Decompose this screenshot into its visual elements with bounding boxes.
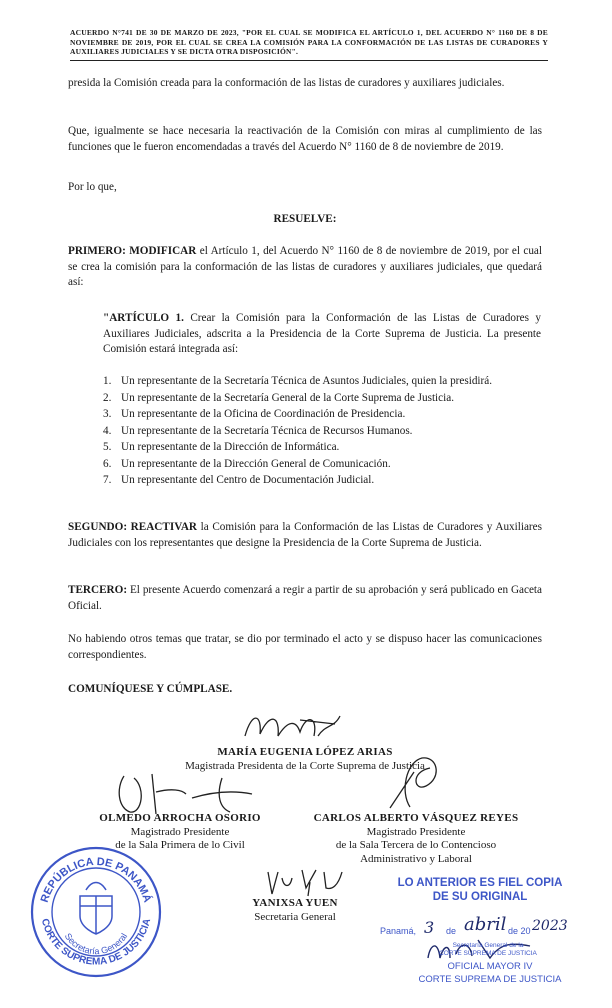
signer-name: CARLOS ALBERTO VÁSQUEZ REYES [313, 812, 519, 824]
certify-line: LO ANTERIOR ES FIEL COPIA [397, 877, 563, 889]
articulo-label: "ARTÍCULO 1. [103, 312, 184, 324]
paragraph-primero [68, 244, 542, 291]
signer-role: Administrativo y Laboral [360, 852, 472, 865]
segundo-text: la Comisión para la Conformación de las Listas de Curadores y Auxiliares Judiciales con los representantes que designe la Presidencia de la Corte Suprema de Justicia. [68, 521, 542, 549]
certify-text-block [382, 876, 578, 904]
header-divider [70, 60, 548, 61]
paragraph-tercero [68, 583, 542, 614]
signature-block-vasquez [298, 812, 534, 866]
certify-month: abril [464, 914, 507, 935]
seal-bottom-text: CORTE SUPREMA DE JUSTICIA [38, 917, 154, 968]
certify-signer-lines [418, 942, 558, 957]
signature-arrocha-scribble [112, 768, 262, 818]
certify-office-title: OFICIAL MAYOR IV [447, 961, 533, 972]
court-seal-stamp [26, 840, 166, 980]
certify-office-block [410, 960, 570, 986]
signer-role: Magistrada Presidenta de la Corte Suprema de Justicia [185, 759, 425, 772]
signer-name: OLMEDO ARROCHA OSORIO [99, 812, 261, 824]
seal-mid-text: Secretaría General [62, 931, 130, 957]
signer-role: Magistrado Presidente [366, 825, 466, 838]
document-header: ACUERDO N°741 DE 30 DE MARZO DE 2023, "POR EL CUAL SE MODIFICA EL ARTÍCULO 1, DEL ACUERDO N° 1160 DE 8 DE NOVIEMBRE DE 2019, POR EL CUAL SE CREA LA COMISIÓN PARA LA CONFORMACIÓN DE LAS LISTAS DE CURADORES Y AUXILIARES JUDICIALES Y SE DICTA OTRA DISPOSICIÓN". [70, 28, 548, 56]
certify-signer-line: CORTE SUPREMA DE JUSTICIA [439, 949, 537, 957]
certify-office-court: CORTE SUPREMA DE JUSTICIA [418, 974, 562, 985]
primero-text: el Artículo 1, del Acuerdo N° 1160 de 8 de noviembre de 2019, por el cual se crea la comisión para la conformación de las listas de curadores y auxiliares judiciales, que quedará así: [68, 245, 542, 288]
signer-name: MARÍA EUGENIA LÓPEZ ARIAS [217, 746, 393, 758]
paragraph-por-lo-que: Por lo que, [68, 181, 117, 193]
coat-of-arms-icon [80, 883, 112, 935]
list-item: 4. Un representante de la Secretaría Técnica de Recursos Humanos. [103, 424, 413, 437]
signer-name: YANIXSA YUEN [252, 897, 338, 909]
resuelve-heading: RESUELVE: [273, 213, 337, 225]
signer-role: Secretaria General [254, 910, 336, 923]
certify-place: Panamá, [380, 926, 417, 936]
list-item: 6. Un representante de la Dirección General de Comunicación. [103, 457, 391, 470]
signature-yuen-scribble [262, 866, 352, 900]
signature-block-yuen [215, 897, 375, 924]
tercero-label: TERCERO: [68, 584, 128, 596]
signer-role: de la Sala Primera de lo Civil [115, 839, 245, 851]
signature-vasquez-scribble [370, 752, 450, 812]
segundo-label: SEGUNDO: REACTIVAR [68, 521, 197, 533]
certify-day: 3 [424, 918, 435, 937]
signer-role: Magistrado Presidente [130, 825, 230, 838]
list-item: 2. Un representante de la Secretaría General de la Corte Suprema de Justicia. [103, 391, 454, 404]
certify-line: DE SU ORIGINAL [432, 891, 528, 903]
certify-year: 2023 [532, 918, 568, 934]
signature-lopez-scribble [240, 706, 350, 746]
primero-label: PRIMERO: MODIFICAR [68, 245, 197, 257]
comuniquese-line: COMUNÍQUESE Y CÚMPLASE. [68, 683, 233, 695]
paragraph-presida: presida la Comisión creada para la conformación de las listas de curadores y auxiliares judiciales. [68, 77, 505, 89]
certify-de-year: de 20 [508, 926, 531, 936]
certify-signer-line: Secretaría General de la [452, 942, 524, 949]
list-item: 5. Un representante de la Dirección de Informática. [103, 441, 340, 453]
certify-de: de [446, 926, 457, 936]
list-item: 1. Un representante de la Secretaría Técnica de Asuntos Judiciales, quien la presidirá. [103, 375, 493, 387]
list-item: 7. Un representante del Centro de Documentación Judicial. [103, 474, 375, 486]
paragraph-reactivacion: Que, igualmente se hace necesaria la reactivación de la Comisión con miras al cumplimiento de las funciones que le fueron encomendadas a través del Acuerdo N° 1160 de 8 de noviembre de 2019. [68, 125, 542, 153]
members-list [103, 373, 541, 489]
seal-outer-text: REPÚBLICA DE PANAMÁ [38, 855, 154, 905]
list-item: 3. Un representante de la Oficina de Coordinación de Presidencia. [103, 408, 406, 420]
paragraph-articulo-1 [103, 311, 541, 358]
tercero-text: El presente Acuerdo comenzará a regir a partir de su aprobación y será publicado en Gaceta Oficial. [68, 584, 542, 612]
paragraph-cierre: No habiendo otros temas que tratar, se dio por terminado el acto y se dispuso hacer las comunicaciones correspondientes. [68, 633, 542, 661]
signer-role: de la Sala Tercera de lo Contencioso [335, 839, 497, 851]
articulo-text: Crear la Comisión para la Conformación de las Listas de Curadores y Auxiliares Judiciales, adscrita a la Presidencia de la Corte Suprema de Justicia. La presente Comisión estará integrada así: [103, 312, 541, 355]
paragraph-segundo [68, 520, 542, 551]
